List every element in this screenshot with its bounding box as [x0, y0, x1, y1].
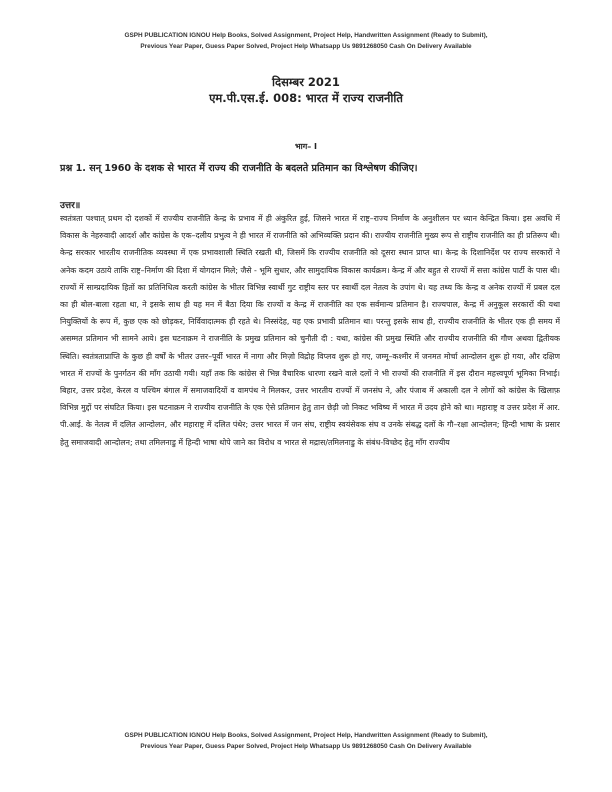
footer-line-1: GSPH PUBLICATION IGNOU Help Books, Solved Assignment, Project Help, Handwritten Assignment (Ready to Submit),: [124, 732, 488, 739]
header-line-2: Previous Year Paper, Guess Paper Solved, Project Help Whatsapp Us 9891268050 Cash On Delivery Available: [140, 43, 472, 50]
answer-paragraph: स्वतंत्रता पश्चात् प्रथम दो दशकों में राज्यीय राजनीति केन्द्र के प्रभाव में ही अंकुरित हुई, जिसने भारत में राष्ट्र–राज्य निर्माण के अनुशीलन पर ध्यान केन्द्रित किया। इस अवधि में विकास के नेहरुवादी आदर्श और कांग्रेस के एक–दलीय प्रभुत्व ने ही भारत में राजनीति को अभिव्यक्ति प्रदान की। राज्यीय राजनीति मुख्य रूप से राष्ट्रीय राजनीति का ही प्रतिरूप थी। केन्द्र सरकार भारतीय राजनीतिक व्यवस्था में एक प्रभावशाली स्थिति रखती थी, जिसमें कि राज्यीय राजनीति को दूसरा स्थान प्राप्त था। केन्द्र के दिशानिर्देश पर राज्य सरकारों ने अनेक कदम उठाये ताकि राष्ट्र–निर्माण की दिशा में योगदान मिले; जैसे - भूमि सुधार, और सामुदायिक विकास कार्यक्रम। केन्द्र में और बहुत से राज्यों में सत्ता कांग्रेस पार्टी के पास थी। राज्यों में साम्प्रदायिक हितों का प्रतिनिधित्व करती कांग्रेस के भीतर विभिन्न स्वार्थी गुट राष्ट्रीय स्तर पर स्वार्थी दल नेतत्व के उपांग थे। यह तथ्य कि केन्द्र व अनेक राज्यों में प्रबल दल का ही बोल-बाला रहता था, ने इसके साथ ही यह मन में बैठा दिया कि राज्यों व केन्द्र में राजनीति का एक सर्वमान्य प्रतिमान है। राज्यपाल, केन्द्र में अनुकूल सरकारों की यथा नियुक्तियों के रूप में, कुछ एक को छोड़कर, निर्विवादात्मक ही रहते थे। निस्संदेह, यह एक प्रभावी प्रतिमान था। परन्तु इसके साथ ही, राज्यीय राजनीति के भीतर एक ही समय में असम्मत प्रतिमान भी सामने आये। इस घटनाक्रम ने राजनीति के प्रमुख प्रतिमान को चुनौती दी : यथा, कांग्रेस की प्रमुख स्थिति और राज्यीय राजनीति की गौण अथवा द्वितीयक स्थिति। स्वतंत्रताप्राप्ति के कुछ ही वर्षों के भीतर उत्तर–पूर्वी भारत में नागा और मिज़ो विद्रोह विप्लव शुरू हो गए, जम्मू–कश्मीर में जनमत मोर्चा आन्दोलन शुरू हो गया, और दक्षिण भारत में राज्यों के पुनर्गठन की माँग उठायी गयी। यहाँ तक कि कांग्रेस से भिन्न वैचारिक धारणा रखने वाले दलों ने भी राज्यों की राजनीति में इस दौरान महत्त्वपूर्ण भूमिका निभाई। बिहार, उत्तर प्रदेश, केरल व पश्चिम बंगाल में समाजवादियों व वामपंथ ने मिलकर, उत्तर भारतीय राज्यों में जनसंघ ने, और पंजाब में अकाली दल ने लोगों को कांग्रेस के खिलाफ़ विभिन्न मुद्दों पर संघटित किया। इस घटनाक्रम ने राज्यीय राजनीति के एक ऐसे प्रतिमान हेतु तान छेड़ी जो निकट भविष्य में भारत में उदय होने को था। महाराष्ट्र व उत्तर प्रदेश में आर. पी.आई. के नेतत्व में दलित आन्दोलन, और महाराष्ट्र में दलित पंथेर; उत्तर भारत में जन संघ, राष्ट्रीय स्वयंसेवक संघ व उनके संबद्ध दलों के गौ–रक्षा आन्दोलन; हिन्दी भाषा के प्रसार हेतु समाजवादी आन्दोलन; तथा तमिलनाडु में हिन्दी भाषा थोपे जाने का विरोध व भारत से मद्रास/तमिलनाडु के संबंध-विच्छेद हेतु माँग राज्यीय: [60, 214, 560, 447]
course-title: एम.पी.एस.ई. 008: भारत में राज्य राजनीति: [209, 91, 403, 105]
part-label: भाग– I: [295, 142, 317, 151]
page-footer: [40, 730, 572, 752]
page-header: [40, 30, 572, 52]
document-title-block: [0, 74, 612, 106]
footer-line-2: Previous Year Paper, Guess Paper Solved, Project Help Whatsapp Us 9891268050 Cash On Delivery Available: [140, 743, 472, 750]
question-text: प्रश्न 1. सन् 1960 के दशक से भारत में राज्य की राजनीति के बदलते प्रतिमान का विश्लेषण कीजिए।: [60, 163, 418, 174]
exam-date: दिसम्बर 2021: [272, 75, 340, 89]
answer-label: उत्तर॥: [60, 201, 81, 211]
header-line-1: GSPH PUBLICATION IGNOU Help Books, Solved Assignment, Project Help, Handwritten Assignment (Ready to Submit),: [124, 32, 488, 39]
